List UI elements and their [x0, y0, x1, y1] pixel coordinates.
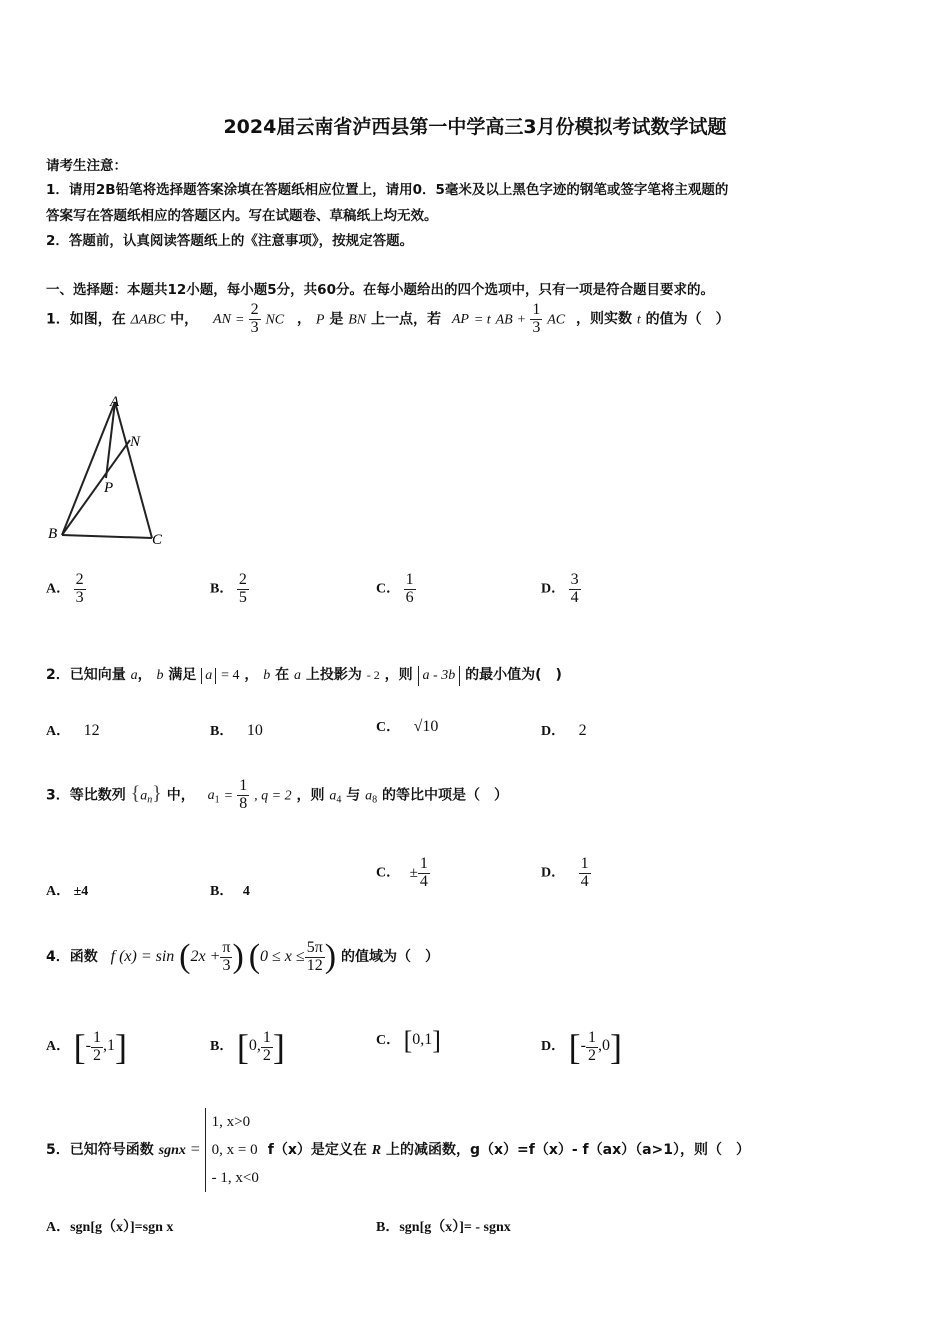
notice-line-1: 1．请用2B铅笔将选择题答案涂填在答题纸相应位置上，请用0．5毫米及以上黑色字迹的钢笔或签字笔将主观题的: [46, 182, 729, 198]
bracket-left: [: [568, 1027, 581, 1067]
q1-var-t: t: [636, 312, 641, 328]
q3-text-2: 中，: [166, 787, 195, 804]
q2-option-d[interactable]: [541, 720, 587, 740]
edge-bc: [62, 535, 152, 538]
section-heading: 一、选择题：本题共12小题，每小题5分，共60分。在每小题给出的四个选项中，只有一项是符合题目要求的。: [46, 282, 714, 298]
option-label: B．: [210, 724, 234, 739]
q4-text-2: 的值域为（ ）: [340, 949, 439, 965]
notice-heading: 请考生注意：: [46, 158, 127, 174]
q2-abs-a: a: [201, 668, 216, 684]
option-value: 0,1: [412, 1031, 433, 1049]
q5-set-r: R: [371, 1143, 382, 1158]
option-pm: ±: [409, 864, 418, 881]
option-label: C．: [376, 1033, 401, 1049]
option-label: C．: [376, 865, 401, 881]
option-fraction: [91, 1030, 103, 1065]
q1-vector-ab: AB: [495, 312, 513, 328]
frac-num: 1: [405, 571, 414, 588]
q1-vector-nc: NC: [265, 312, 285, 328]
q3-option-c[interactable]: [376, 856, 430, 891]
q3-text-3: ，则: [296, 787, 325, 804]
q1-text-1: 1．如图，在: [46, 311, 126, 328]
option-value: 4: [242, 884, 250, 899]
q4-option-c[interactable]: [376, 1026, 441, 1056]
frac-den: 4: [580, 872, 589, 890]
option-fraction: [74, 572, 86, 607]
q4-domain: 0 ≤ x ≤: [260, 948, 305, 965]
q1-vector-an: AN: [213, 312, 231, 328]
label-b: B: [48, 526, 58, 542]
q1-text-5: 上一点，若: [370, 311, 441, 328]
frac-den: 4: [570, 588, 579, 606]
option-label: A．: [46, 581, 71, 597]
q2-text-7: 的最小值为( ): [465, 667, 562, 683]
q5-eq: =: [190, 1141, 200, 1158]
frac-den: 2: [587, 1046, 596, 1064]
q3-ratio: , q = 2: [254, 788, 292, 804]
option-fraction: [261, 1030, 273, 1065]
frac-den: 5: [238, 588, 247, 606]
q1-text-2: 中，: [170, 311, 199, 328]
q2-text-2: 满足: [168, 667, 197, 683]
frac-den: 3: [222, 956, 231, 974]
q2-option-b[interactable]: [210, 720, 263, 740]
option-text: B．sgn[g（x）]= - sgnx: [376, 1220, 511, 1235]
q4-inner: 2x +: [190, 948, 221, 965]
q2-text-3: ，: [244, 667, 259, 683]
option-label: A．: [46, 724, 71, 739]
q4-option-b[interactable]: [210, 1026, 285, 1068]
frac-num: 3: [570, 571, 579, 588]
option-post: ,1: [102, 1037, 115, 1055]
q1-text-7: 的值为（ ）: [645, 311, 730, 328]
q3-text-1: 3．等比数列: [46, 787, 126, 804]
frac-num: 1: [580, 855, 589, 872]
option-value: 2: [578, 722, 587, 739]
q5-option-b[interactable]: [376, 1216, 511, 1236]
q1-point-p: P: [315, 312, 325, 328]
option-pre: -: [85, 1037, 91, 1055]
q2-vec-b-2: b: [263, 668, 271, 683]
label-c: C: [152, 532, 163, 548]
q2-vec-a-2: a: [294, 668, 302, 683]
q3-option-b[interactable]: [210, 880, 250, 900]
q1-frac2-den: 3: [532, 318, 541, 336]
notice-line-3: 2．答题前，认真阅读答题纸上的《注意事项》，按规定答题。: [46, 233, 414, 249]
frac-num: 1: [587, 1028, 596, 1046]
q2-vec-a: a: [130, 668, 138, 683]
bracket-left: [: [403, 1026, 413, 1055]
q4-paren-left: (: [179, 938, 191, 975]
q1-frac-den: 3: [250, 318, 259, 336]
bracket-right: ]: [432, 1026, 441, 1055]
option-value: ±4: [73, 884, 89, 899]
q3-a4: a: [329, 788, 337, 804]
q1-segment-bn: BN: [348, 312, 367, 328]
segment-bn: [62, 440, 130, 535]
q4-paren-right: ): [232, 938, 244, 975]
q2-text-6: ，则: [384, 667, 413, 683]
option-label: B．: [210, 1039, 234, 1055]
q1-option-d[interactable]: [541, 572, 581, 607]
frac-den: 2: [92, 1046, 101, 1064]
q3-fraction: [237, 778, 249, 813]
frac-den: 2: [262, 1046, 271, 1064]
bracket-right: ]: [114, 1027, 127, 1067]
option-value: 10: [246, 722, 263, 739]
frac-num: 1: [239, 777, 248, 794]
option-label: A．: [46, 884, 71, 899]
label-n: N: [130, 434, 141, 450]
q3-a8-sub: 8: [372, 794, 378, 806]
frac-den: 6: [405, 588, 414, 606]
q5-option-a[interactable]: [46, 1216, 173, 1236]
q1-triangle: ΔABC: [130, 312, 166, 328]
frac-num: π: [222, 938, 231, 956]
option-value: 12: [83, 722, 100, 739]
bracket-right: ]: [272, 1027, 285, 1067]
q5-case-2: 0, x = 0: [211, 1142, 258, 1158]
q4-text-1: 4．函数: [46, 949, 98, 965]
frac-den: 12: [306, 956, 323, 974]
q1-vector-ap: AP: [451, 312, 469, 328]
q2-eq-4: = 4: [221, 668, 240, 683]
q3-seq-a: a: [140, 788, 148, 804]
q5-text-2: f（x）是定义在: [267, 1142, 367, 1158]
frac-num: 2: [75, 571, 84, 588]
q3-a8: a: [365, 788, 373, 804]
q1-eq: =: [235, 312, 244, 328]
q1-text-4: 是: [329, 311, 344, 328]
page-title: 2024届云南省泸西县第一中学高三3月份模拟考试数学试题: [223, 116, 727, 138]
q4-domain-right: ): [324, 938, 337, 975]
q3-brace-left: {: [130, 782, 141, 805]
frac-num: 1: [419, 855, 428, 872]
q2-projection: - 2: [366, 668, 380, 682]
q5-text-1: 5．已知符号函数: [46, 1142, 154, 1158]
question-5: [46, 1108, 750, 1192]
q3-brace-right: }: [152, 782, 162, 805]
option-post: ,0: [597, 1037, 610, 1055]
q4-domain-fraction: [305, 940, 325, 975]
option-fraction: [579, 856, 591, 891]
q1-eq-t: = t: [473, 312, 491, 328]
option-label: B．: [210, 581, 234, 597]
q1-frac-num: 2: [250, 301, 259, 318]
q2-text-1: 2．已知向量: [46, 667, 126, 683]
q1-option-a[interactable]: [46, 572, 86, 607]
q3-eq: =: [224, 788, 233, 804]
option-label: D．: [541, 581, 566, 597]
q2-text-4: 在: [275, 667, 290, 683]
q3-option-a[interactable]: [46, 880, 88, 900]
q3-a1: a: [207, 788, 215, 804]
q2-vec-b: b: [156, 668, 164, 683]
question-3: [46, 778, 508, 813]
q4-function: f (x) = sin: [110, 948, 175, 965]
q5-case-3: - 1, x<0: [211, 1170, 259, 1186]
q1-option-b[interactable]: [210, 572, 249, 607]
q4-pi-fraction: [220, 940, 232, 975]
q2-option-a[interactable]: [46, 720, 100, 740]
option-fraction: [569, 572, 581, 607]
frac-num: 2: [238, 571, 247, 588]
q5-sgn: sgnx: [158, 1143, 186, 1158]
q5-piecewise: [205, 1108, 259, 1192]
bracket-left: [: [236, 1027, 249, 1067]
q1-text-3: ，: [297, 311, 312, 328]
q5-text-3: 上的减函数，g（x）=f（x）- f（ax）（a>1），则（ ）: [385, 1142, 751, 1158]
label-a: A: [110, 394, 120, 410]
q2-text-5: 上投影为: [305, 667, 362, 683]
triangle-figure: [40, 390, 180, 550]
q5-case-1: 1, x>0: [211, 1114, 251, 1130]
frac-den: 8: [239, 794, 248, 812]
q3-text-5: 的等比中项是（ ）: [381, 787, 508, 804]
q1-option-c[interactable]: [376, 572, 416, 607]
frac-num: 5π: [306, 938, 323, 956]
q1-fraction-1-3: [530, 302, 542, 337]
q1-frac2-num: 1: [532, 301, 541, 318]
q4-option-d[interactable]: [541, 1026, 622, 1068]
q2-abs-expr: a - 3b: [418, 666, 461, 686]
option-text: A．sgn[g（x）]=sgn x: [46, 1220, 174, 1235]
q4-domain-left: (: [248, 938, 261, 975]
q3-option-d[interactable]: [541, 856, 591, 891]
option-fraction: [237, 572, 249, 607]
bracket-left: [: [73, 1027, 86, 1067]
question-1: [46, 302, 730, 337]
q3-text-4: 与: [346, 787, 361, 804]
option-label: C．: [376, 581, 401, 597]
bracket-right: ]: [609, 1027, 622, 1067]
frac-den: 3: [75, 588, 84, 606]
option-pre: 0,: [248, 1037, 261, 1055]
q2-option-c[interactable]: [376, 716, 438, 736]
q1-text-6: ，则实数: [575, 311, 632, 328]
q3-a1-sub: 1: [214, 794, 220, 806]
option-label: D．: [541, 1039, 566, 1055]
q2-comma: ，: [137, 667, 152, 683]
q1-vector-ac: AC: [547, 312, 566, 328]
option-value: √10: [413, 718, 439, 735]
option-label: C．: [376, 720, 401, 735]
edge-ac: [115, 402, 152, 538]
q3-seq-sub: n: [147, 794, 153, 806]
question-2: [46, 664, 562, 686]
frac-num: 1: [92, 1028, 101, 1046]
label-p: P: [104, 480, 114, 496]
q1-plus: +: [517, 312, 526, 328]
frac-num: 1: [262, 1028, 271, 1046]
option-label: D．: [541, 865, 566, 881]
notice-line-2: 答案写在答题纸相应的答题区内。写在试题卷、草稿纸上均无效。: [46, 208, 438, 224]
option-label: D．: [541, 724, 566, 739]
q3-a4-sub: 4: [336, 794, 342, 806]
option-label: B．: [210, 884, 234, 899]
q1-fraction-2-3: [249, 302, 261, 337]
q4-option-a[interactable]: [46, 1026, 127, 1068]
question-4: [46, 938, 439, 976]
option-fraction: [586, 1030, 598, 1065]
option-fraction: [418, 856, 430, 891]
option-pre: -: [580, 1037, 586, 1055]
option-fraction: [404, 572, 416, 607]
option-label: A．: [46, 1039, 71, 1055]
frac-den: 4: [419, 872, 428, 890]
